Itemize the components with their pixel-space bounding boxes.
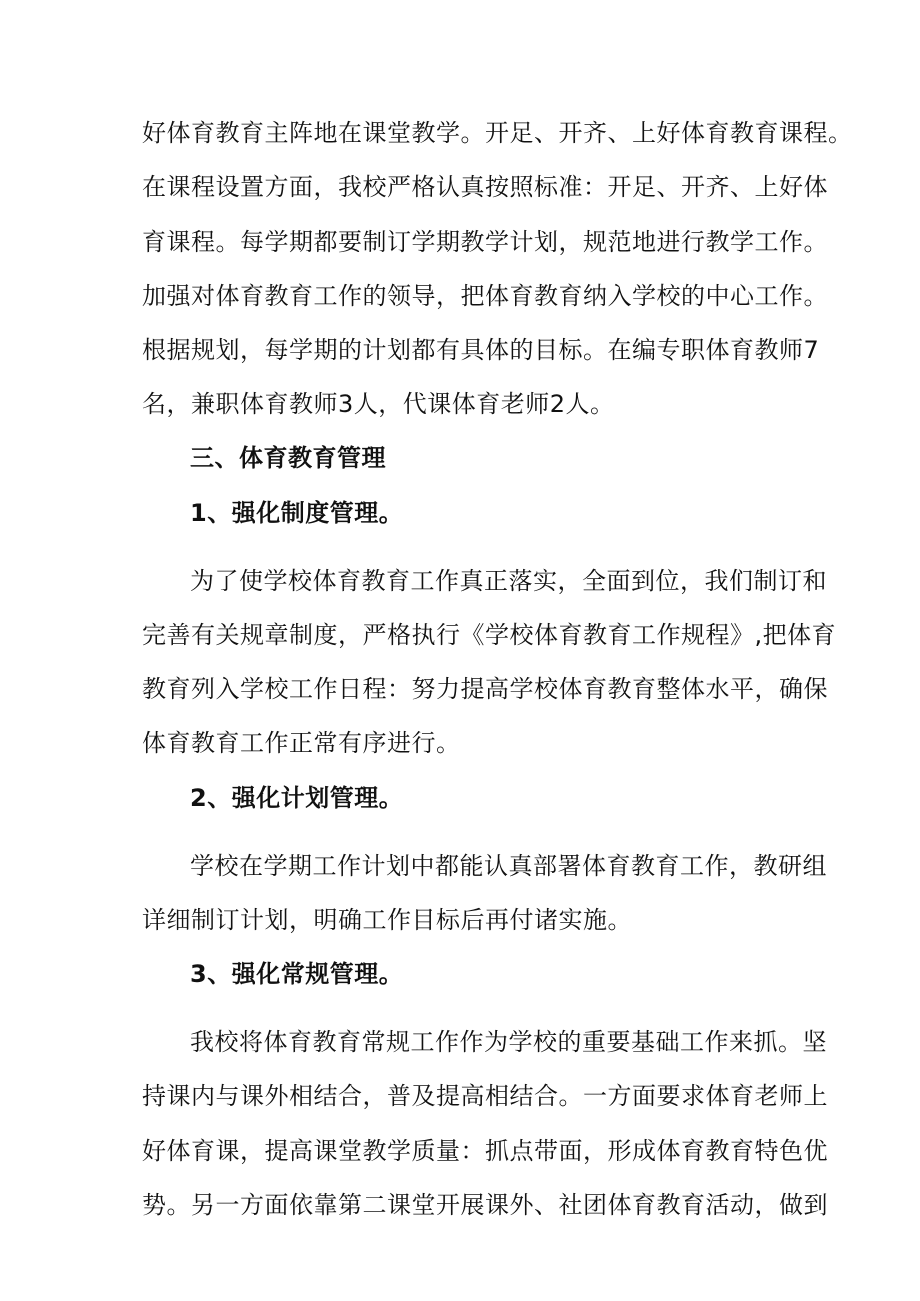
subsection-heading: 1、强化制度管理。	[190, 499, 404, 527]
paragraph-line: 学校在学期工作计划中都能认真部署体育教育工作，教研组	[190, 852, 827, 880]
paragraph-line: 我校将体育教育常规工作作为学校的重要基础工作来抓。坚	[190, 1028, 827, 1056]
paragraph-line: 详细制订计划，明确工作目标后再付诸实施。	[142, 906, 632, 934]
paragraph-line: 名，兼职体育教师3人，代课体育老师2人。	[142, 390, 615, 418]
paragraph-line: 加强对体育教育工作的领导，把体育教育纳入学校的中心工作。	[142, 282, 828, 310]
subsection-heading: 2、强化计划管理。	[190, 784, 404, 812]
paragraph-line: 育课程。每学期都要制订学期教学计划，规范地进行教学工作。	[142, 228, 828, 256]
paragraph-line: 持课内与课外相结合，普及提高相结合。一方面要求体育老师上	[142, 1082, 828, 1110]
paragraph-line: 好体育教育主阵地在课堂教学。开足、开齐、上好体育教育课程。	[142, 119, 853, 147]
paragraph-line: 为了使学校体育教育工作真正落实，全面到位，我们制订和	[190, 567, 827, 595]
paragraph-line: 完善有关规章制度，严格执行《学校体育教育工作规程》,把体育	[142, 621, 837, 649]
paragraph-line: 体育教育工作正常有序进行。	[142, 729, 461, 757]
paragraph-line: 根据规划，每学期的计划都有具体的目标。在编专职体育教师7	[142, 336, 820, 364]
paragraph-line: 好体育课，提高课堂教学质量：抓点带面，形成体育教育特色优	[142, 1137, 828, 1165]
section-heading: 三、体育教育管理	[190, 444, 386, 472]
subsection-heading: 3、强化常规管理。	[190, 960, 404, 988]
paragraph-line: 在课程设置方面，我校严格认真按照标准：开足、开齐、上好体	[142, 173, 828, 201]
paragraph-line: 势。另一方面依靠第二课堂开展课外、社团体育教育活动，做到	[142, 1191, 828, 1219]
paragraph-line: 教育列入学校工作日程：努力提高学校体育教育整体水平，确保	[142, 675, 828, 703]
